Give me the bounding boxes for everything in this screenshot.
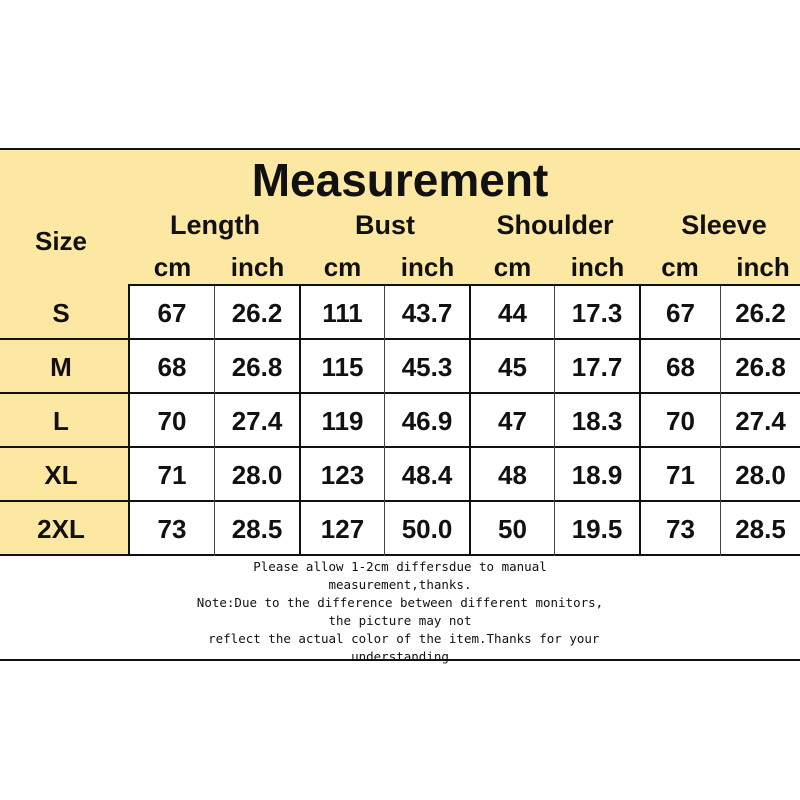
row-divider [0, 392, 800, 394]
note-line: Note:Due to the difference between different monitors, [196, 595, 604, 610]
shoulder-header: Shoulder [496, 210, 614, 240]
table-cell: 127 [320, 514, 365, 544]
table-cell: 111 [322, 298, 363, 328]
table-cell: 70 [666, 406, 695, 436]
measurement-note [0, 558, 800, 666]
table-cell: 73 [157, 514, 187, 544]
table-cell: 71 [157, 460, 187, 490]
table-cell: 50 [498, 514, 527, 544]
table-cell: 67 [157, 298, 187, 328]
note-line: measurement,thanks. [328, 577, 472, 592]
size-s-label: S [52, 298, 70, 328]
table-cell: 17.3 [571, 298, 623, 328]
table-cell: 26.8 [231, 352, 283, 382]
table-cell: 17.7 [571, 352, 623, 382]
table-cell: 119 [321, 406, 364, 436]
table-cell: 28.0 [231, 460, 283, 490]
table-cell: 73 [666, 514, 695, 544]
sleeve-cm-header: cm [661, 252, 699, 282]
table-cell: 67 [666, 298, 695, 328]
table-cell: 47 [498, 406, 527, 436]
table-cell: 50.0 [401, 514, 453, 544]
bust-inch-header: inch [400, 252, 455, 282]
table-cell: 19.5 [571, 514, 623, 544]
table-cell: 115 [321, 352, 364, 382]
row-divider [0, 338, 800, 340]
table-cell: 28.5 [735, 514, 786, 544]
table-cell: 27.4 [231, 406, 283, 436]
size-column-header: Size [34, 226, 88, 256]
row-divider [0, 554, 800, 556]
shoulder-cm-header: cm [493, 252, 532, 282]
table-cell: 48 [498, 460, 527, 490]
note-line: the picture may not [328, 613, 472, 628]
sleeve-inch-header: inch [736, 252, 790, 282]
shoulder-inch-header: inch [570, 252, 625, 282]
table-cell: 26.2 [231, 298, 283, 328]
size-chart [0, 148, 800, 664]
table-cell: 28.0 [735, 460, 786, 490]
length-inch-header: inch [230, 252, 285, 282]
table-cell: 26.2 [735, 298, 786, 328]
table-header [0, 150, 800, 286]
table-cell: 45 [498, 352, 527, 382]
row-divider [0, 500, 800, 502]
chart-title: Measurement [251, 154, 549, 206]
bust-cm-header: cm [323, 252, 362, 282]
table-cell: 123 [320, 460, 365, 490]
table-cell: 26.8 [735, 352, 786, 382]
table-cell: 18.9 [571, 460, 623, 490]
row-divider [0, 446, 800, 448]
length-header: Length [170, 210, 260, 240]
table-cell: 43.7 [401, 298, 453, 328]
table-cell: 46.9 [401, 406, 453, 436]
size-m-label: M [50, 352, 72, 382]
table-cell: 68 [157, 352, 187, 382]
note-line: Please allow 1-2cm differsdue to manual [253, 559, 547, 574]
table-cell: 44 [498, 298, 527, 328]
table-cell: 71 [666, 460, 695, 490]
table-cell: 45.3 [401, 352, 453, 382]
table-cell: 70 [157, 406, 187, 436]
length-cm-header: cm [153, 252, 192, 282]
size-2xl-label: 2XL [37, 514, 85, 544]
note-line: reflect the actual color of the item.Thanks for your [200, 631, 600, 646]
note-line: understanding [351, 649, 449, 664]
size-xl-label: XL [44, 460, 78, 490]
table-cell: 18.3 [571, 406, 623, 436]
sleeve-header: Sleeve [681, 210, 767, 240]
table-cell: 68 [666, 352, 695, 382]
table-cell: 28.5 [231, 514, 283, 544]
bust-header: Bust [355, 210, 415, 240]
table-cell: 48.4 [401, 460, 453, 490]
table-cell: 27.4 [735, 406, 786, 436]
size-l-label: L [53, 406, 69, 436]
